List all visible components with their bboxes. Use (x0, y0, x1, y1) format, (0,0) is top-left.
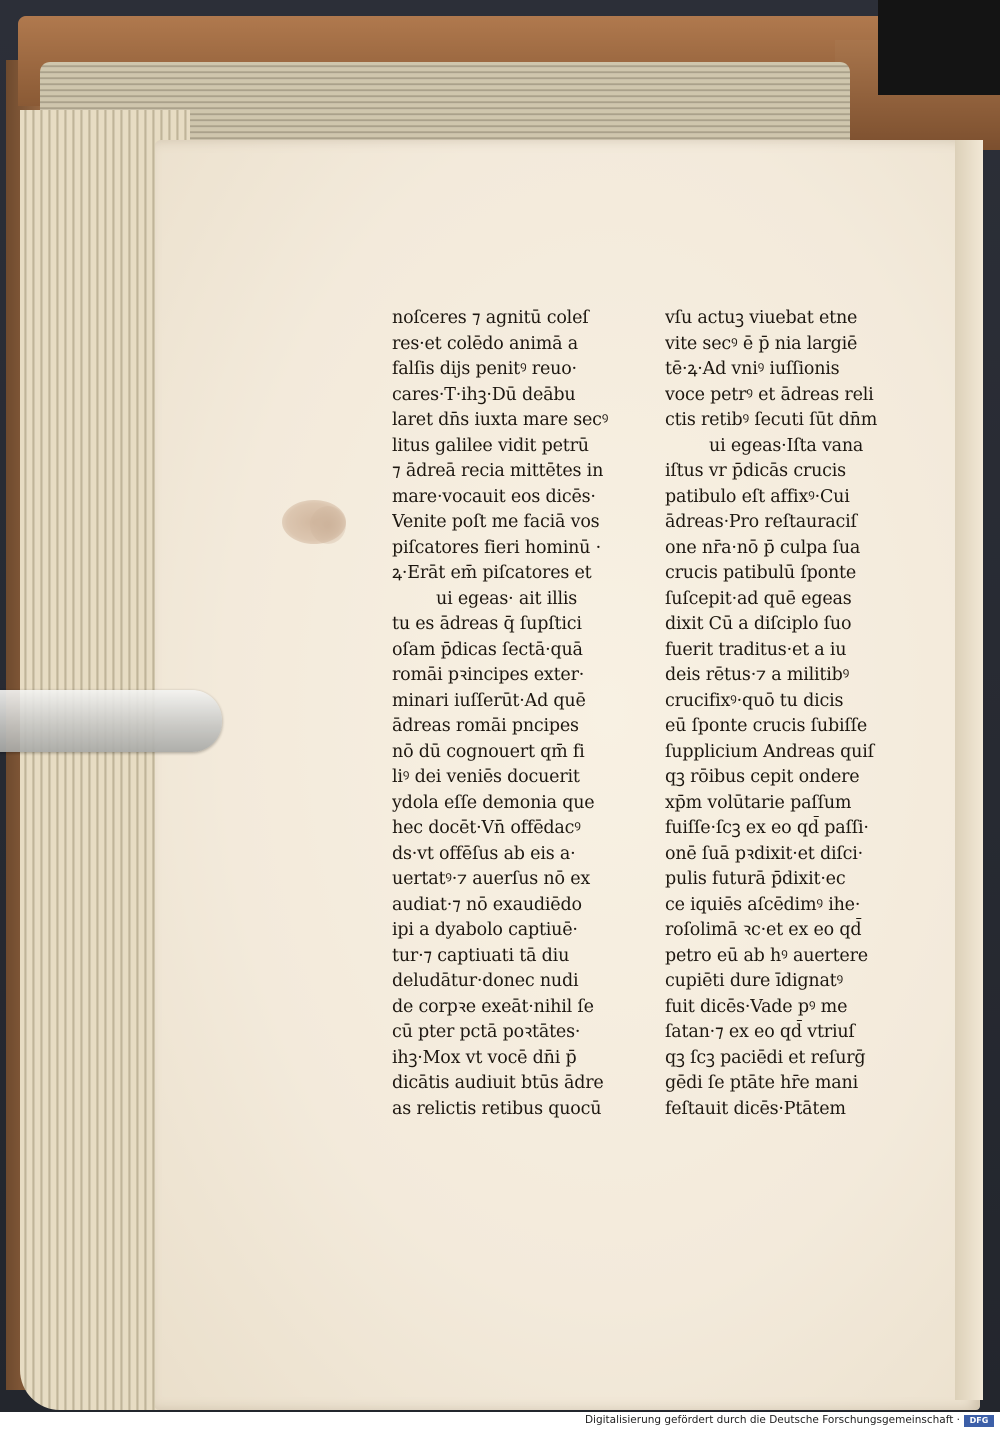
text-line: hec docēt·Vn̄ offēdacꝰ (392, 818, 581, 838)
text-line: ſatan·⁊ ex eo qd̄ vtriuſ (665, 1022, 855, 1042)
text-line: ꝝ·Erāt em̄ piſcatores et (392, 563, 592, 583)
text-line: qꝫ rōibus cepit ondere (665, 767, 860, 787)
text-line: cupiēti dure īdignatꝰ (665, 971, 843, 991)
text-line: onē ſuā pꝛdixit·et diſci· (665, 843, 864, 864)
text-line: piſcatores fieri hominū · (392, 537, 601, 558)
text-line: eū ſponte crucis ſubiſſe (665, 716, 868, 736)
text-line: tu es ādreas q̄ ſupſtici (392, 614, 582, 634)
text-line: ādreas·Pro reſtauraciſ (665, 512, 857, 532)
text-line: one nr̄a·nō p̄ culpa ſua (665, 537, 861, 558)
text-line: ādreas romāi pncipes (392, 716, 579, 736)
text-line: ſupplicium Andreas quiſ (665, 741, 874, 762)
text-line: vſu actuꝫ viuebat etne (665, 308, 858, 328)
text-line: ui egeas· ait illis (436, 588, 578, 609)
text-line: iſtus vr p̄dicās crucis (665, 461, 846, 481)
text-line: fuit dicēs·Vade pꝰ me (665, 996, 848, 1017)
text-line: ſuſcepit·ad quē egeas (665, 588, 852, 609)
attribution-footer (0, 1412, 1000, 1431)
book-strap (878, 0, 1000, 95)
text-line: tur·⁊ captiuati tā diu (392, 945, 570, 966)
text-line: res·et colēdo animā a (392, 333, 578, 354)
page-gutter (955, 140, 983, 1400)
text-line: pulis futurā p̄dixit·ec (665, 869, 846, 889)
text-line: gēdi ſe ptāte hr̄e mani (665, 1073, 858, 1093)
text-line: minari iuſſerūt·Ad quē (392, 690, 586, 711)
paper-stain-inner (310, 506, 346, 544)
text-line: ⁊ ādreā recia mittētes in (392, 461, 604, 481)
text-line: deis rētus·⁊ a militibꝰ (665, 665, 850, 685)
text-line: oſam p̄dicas ſectā·quā (392, 639, 583, 660)
text-line: deludātur·donec nudi (392, 971, 579, 991)
text-line: crucifixꝰ·quō tu dicis (665, 690, 844, 711)
text-line: ipi a dyabolo captiuē· (392, 920, 578, 940)
text-line: petro eū ab hꝰ auertere (665, 945, 868, 966)
text-line: ydola eſſe demonia que (392, 792, 595, 813)
text-line: ce iquiēs aſcēdimꝰ ihe· (665, 894, 861, 915)
text-line: romāi pꝛincipes exter· (392, 665, 585, 685)
text-line: ds·vt offēſus ab eis a· (392, 843, 576, 864)
text-line: roſolimā ꝛc·et ex eo qd̄ (665, 920, 862, 940)
text-line: ctis retibꝰ ſecuti ſūt dn̄m (665, 410, 878, 430)
text-line: voce petrꝰ et ādreas reli (665, 384, 874, 405)
text-column-right (665, 306, 925, 1122)
text-line: ihꝫ·Mox vt vocē dn̄i p̄ (392, 1047, 577, 1068)
text-line: tē·ꝝ·Ad vniꝰ iuſſionis (665, 359, 840, 379)
text-line: Venite poſt me faciā vos (392, 512, 600, 532)
text-line: litus galilee vidit petrū (392, 435, 589, 456)
text-line: liꝰ dei veniēs docuerit (392, 767, 580, 787)
text-line: falſis dijs penitꝰ reuo· (392, 359, 577, 379)
text-line: noſceres ⁊ agnitū coleſ (392, 308, 589, 328)
text-line: crucis patibulū ſponte (665, 563, 857, 583)
funding-credit: Digitalisierung gefördert durch die Deutsche Forschungsgemeinschaft · (584, 1414, 960, 1426)
text-line: ui egeas·Iſta vana (709, 435, 864, 456)
text-line: qꝫ ſcꝫ paciēdi et reſurḡ (665, 1047, 866, 1068)
text-line: mare·vocauit eos dicēs· (392, 486, 596, 507)
text-line: cares·T·ihꝫ·Dū deābu (392, 384, 576, 405)
text-line: as relictis retibus quocū (392, 1098, 602, 1119)
text-line: nō dū cognouert qm̄ fi (392, 741, 585, 762)
text-line: de corpꝛe exeāt·nihil ſe (392, 996, 594, 1017)
text-line: fuerit traditus·et a iu (665, 639, 847, 660)
dfg-logo: DFG (964, 1415, 994, 1427)
text-line: cū pter pctā poꝛtātes· (392, 1022, 581, 1042)
text-line: patibulo eſt affixꝰ·Cui (665, 486, 850, 507)
text-line: audiat·⁊ nō exaudiēdo (392, 894, 582, 915)
text-line: vite secꝰ ē p̄ nia largiē (665, 333, 858, 354)
plastic-page-clip (0, 690, 222, 752)
text-line: dicātis audiuit btūs ādre (392, 1073, 604, 1093)
text-line: dixit Cū a diſciplo ſuo (665, 614, 852, 634)
text-line: fuiſſe·ſcꝫ ex eo qd̄ paſſi· (665, 818, 869, 838)
text-line: laret dn̄s iuxta mare secꝰ (392, 410, 609, 430)
text-line: xp̄m volūtarie paſſum (665, 792, 852, 813)
text-line: feſtauit dicēs·Ptātem (665, 1098, 846, 1119)
text-column-left (392, 306, 637, 1122)
text-line: uertatꝰ·⁊ auerſus nō ex (392, 869, 591, 889)
